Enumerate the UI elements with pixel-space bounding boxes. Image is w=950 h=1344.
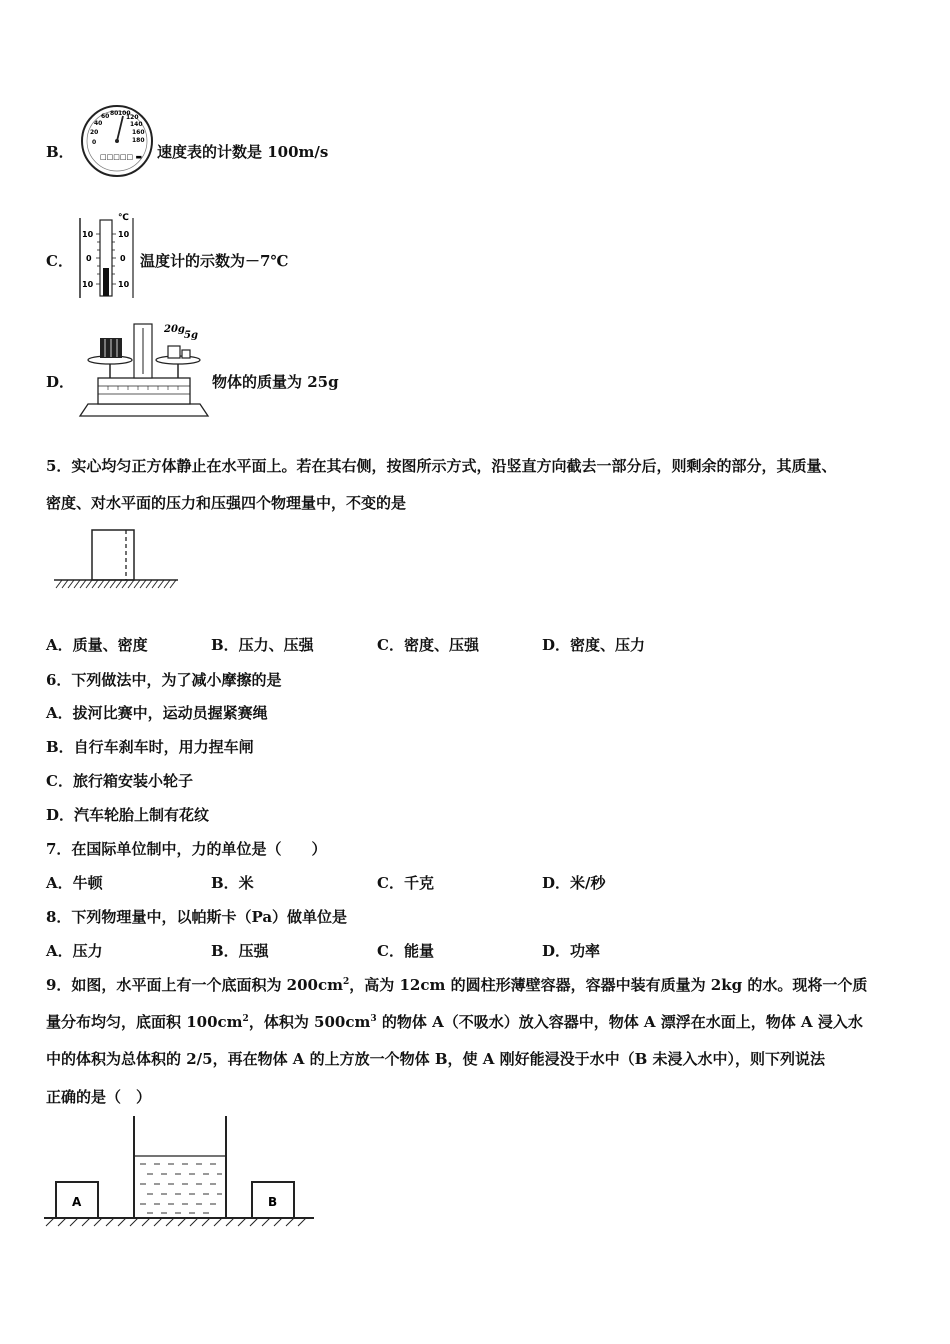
q5-stem-line1: 5．实心均匀正方体静止在水平面上。若在其右侧，按图所示方式，沿竖直方向截去一部分后，则剩余的部分，其质量、 <box>46 457 837 475</box>
q5-option-a: A．质量、密度 <box>46 636 148 654</box>
speedometer-tick: 180 <box>132 137 145 144</box>
speedometer-figure <box>78 104 156 178</box>
option-c-text: 温度计的示数为－7℃ <box>140 252 289 270</box>
q7-option-b: B．米 <box>211 874 254 892</box>
q7-option-d: D．米/秒 <box>542 874 606 892</box>
balance-weight-label: 5g <box>184 330 198 341</box>
q9-stem-line1: 9．如图，水平面上有一个底面积为 $200cm^2$，高为 12cm 的圆柱形薄壁容器，容器中装有质量为 2kg 的水。现将一个质 <box>46 976 868 994</box>
thermometer-left-scale: 0 <box>86 254 92 263</box>
q9-stem-line3: 中的体积为总体积的 2/5，再在物体 A 的上方放一个物体 B，使 A 刚好能浸没于水中（B 未浸入水中），则下列说法 <box>46 1050 826 1068</box>
q8-option-a: A．压力 <box>46 942 103 960</box>
thermometer-left-scale: 10 <box>82 230 94 239</box>
q6-option-a: A．拔河比赛中，运动员握紧赛绳 <box>46 704 268 722</box>
speedometer-tick: 120 <box>126 114 139 121</box>
option-b-text: 速度表的计数是 100m/s <box>157 143 329 161</box>
q5-stem-line2: 密度、对水平面的压力和压强四个物理量中，不变的是 <box>46 494 407 512</box>
speedometer-tick: 40 <box>94 120 103 127</box>
q9-block-a-label: A <box>72 1195 82 1209</box>
balance-figure <box>78 318 210 420</box>
q9-block-b-label: B <box>268 1195 278 1209</box>
q6-stem: 6．下列做法中，为了减小摩擦的是 <box>46 671 282 689</box>
speedometer-tick: 100 <box>118 110 131 117</box>
q7-stem: 7．在国际单位制中，力的单位是（ ） <box>46 840 327 858</box>
thermometer-right-scale: 10 <box>118 230 130 239</box>
q9-stem-line4: 正确的是（ ） <box>46 1088 152 1106</box>
q6-option-c: C．旅行箱安装小轮子 <box>46 772 193 790</box>
option-b-label: B． <box>46 143 74 161</box>
q8-option-d: D．功率 <box>542 942 601 960</box>
q9-container-figure <box>44 1114 318 1234</box>
q8-option-c: C．能量 <box>377 942 434 960</box>
q5-option-c: C．密度、压强 <box>377 636 479 654</box>
speedometer-tick: 0 <box>92 139 97 146</box>
balance-weight-label: 20g <box>164 324 185 335</box>
thermometer-left-scale: 10 <box>82 280 94 289</box>
speedometer-odometer: □□□□□ ▬ <box>100 153 143 161</box>
q7-option-c: C．千克 <box>377 874 434 892</box>
q7-option-a: A．牛顿 <box>46 874 103 892</box>
q9-stem-line2: 量分布均匀，底面积 $100cm^2$，体积为 $500cm^3$ 的物体 A（不吸水）放入容器中，物体 A 漂浮在水面上，物体 A 浸入水 <box>46 1013 863 1031</box>
option-c-label: C． <box>46 252 73 270</box>
q5-cube-figure <box>54 528 180 592</box>
speedometer-tick: 60 <box>101 113 110 120</box>
speedometer-tick: 140 <box>130 121 143 128</box>
q8-stem: 8．下列物理量中，以帕斯卡（Pa）做单位是 <box>46 908 348 926</box>
thermometer-unit: ℃ <box>118 213 129 223</box>
q5-option-b: B．压力、压强 <box>211 636 314 654</box>
thermometer-right-scale: 0 <box>120 254 126 263</box>
speedometer-tick: 20 <box>90 129 99 136</box>
thermometer-figure <box>78 212 138 300</box>
speedometer-tick: 80 <box>110 110 119 117</box>
q5-option-d: D．密度、压力 <box>542 636 646 654</box>
q6-option-d: D．汽车轮胎上制有花纹 <box>46 806 210 824</box>
q8-option-b: B．压强 <box>211 942 269 960</box>
speedometer-tick: 160 <box>132 129 145 136</box>
thermometer-right-scale: 10 <box>118 280 130 289</box>
q6-option-b: B．自行车刹车时，用力捏车闸 <box>46 738 254 756</box>
option-d-text: 物体的质量为 25g <box>212 373 339 391</box>
option-d-label: D． <box>46 373 75 391</box>
